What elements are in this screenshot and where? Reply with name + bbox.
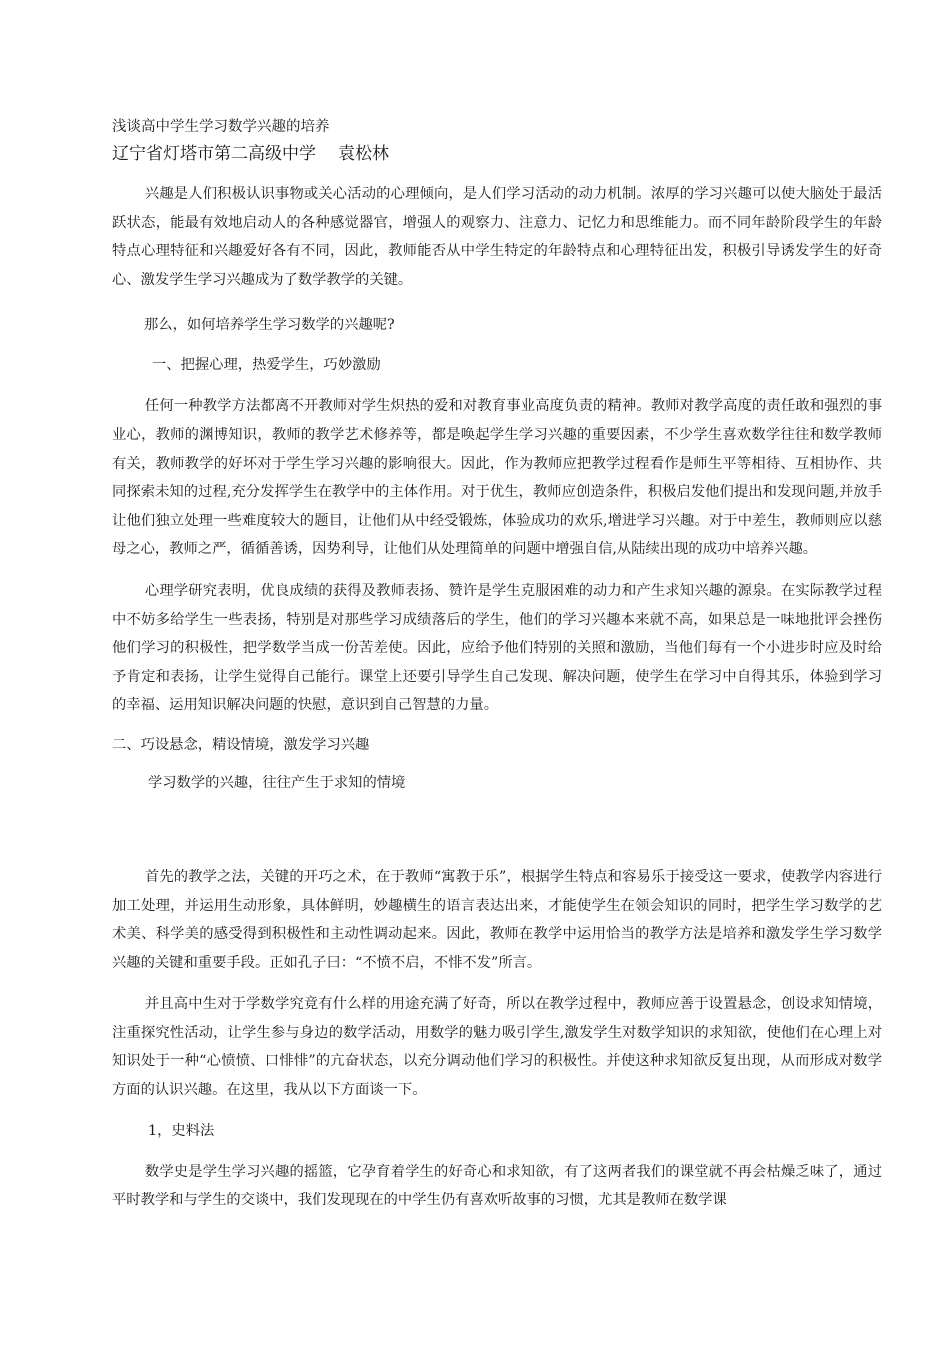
section-heading-2: 二、巧设悬念，精设情境，激发学习兴趣: [112, 736, 370, 753]
document-title: 浅谈高中学生学习数学兴趣的培养: [112, 119, 330, 135]
paragraph-section2-lead: 学习数学的兴趣，往往产生于求知的情境: [148, 774, 406, 791]
paragraph-question: 那么，如何培养学生学习数学的兴趣呢?: [144, 317, 395, 334]
paragraph-history-method: 数学史是学生学习兴趣的摇篮，它孕育着学生的好奇心和求知欲，有了这两者我们的课堂就不再会枯燥乏味了，通过平时教学和与学生的交谈中，我们发现现在的中学生仍有喜欢听故事的习惯，尤其是教师在数学课: [112, 1163, 882, 1209]
school-name: 辽宁省灯塔市第二高级中学: [112, 144, 316, 164]
paragraph-section2-a: 首先的教学之法，关键的开巧之术，在于教师“寓教于乐”，根据学生特点和容易乐于接受这一要求，使教学内容进行加工处理，并运用生动形象，具体鲜明，妙趣横生的语言表达出来，才能使学生在领会知识的同时，把学生学习数学的艺术美、科学美的感受得到积极性和主动性调动起来。因此，教师在教学中运用恰当的教学方法是培养和激发学生学习数学兴趣的关键和重要手段。正如孔子曰：“不愤不启，不悱不发”所言。: [112, 868, 882, 971]
subsection-heading-1: 1，史料法: [148, 1122, 215, 1139]
paragraph-section1-a: 任何一种教学方法都离不开教师对学生炽热的爱和对教育事业高度负责的精神。教师对教学高度的责任敢和强烈的事业心，教师的渊博知识，教师的教学艺术修养等，都是唤起学生学习兴趣的重要因素，不少学生喜欢数学往往和数学教师有关，教师教学的好坏对于学生学习兴趣的影响很大。因此，作为教师应把教学过程看作是师生平等相待、互相协作、共同探索未知的过程,充分发挥学生在教学中的主体作用。对于优生，教师应创造条件，积极启发他们提出和发现问题,并放手让他们独立处理一些难度较大的题目，让他们从中经受锻炼，体验成功的欢乐,增进学习兴趣。对于中差生，教师则应以慈母之心，教师之严，循循善诱，因势利导，让他们从处理简单的问题中增强自信,从陆续出现的成功中培养兴趣。: [112, 398, 882, 558]
document-page: [112, 117, 882, 1215]
author-name: 袁松林: [338, 144, 389, 164]
section-heading-1: 一、把握心理，热爱学生，巧妙激励: [152, 357, 381, 374]
paragraph-section1-b: 心理学研究表明，优良成绩的获得及教师表扬、赞许是学生克服困难的动力和产生求知兴趣的源泉。在实际教学过程中不妨多给学生一些表扬，特别是对那些学习成绩落后的学生，他们的学习兴趣本来就不高，如果总是一味地批评会挫伤他们学习的积极性，把学数学当成一份苦差使。因此，应给予他们特别的关照和激励，当他们每有一个小进步时应及时给予肯定和表扬，让学生觉得自己能行。课堂上还要引导学生自己发现、解决问题，使学生在学习中自得其乐，体验到学习的幸福、运用知识解决问题的快慰，意识到自己智慧的力量。: [112, 582, 882, 714]
paragraph-section2-b: 并且高中生对于学数学究竟有什么样的用途充满了好奇，所以在教学过程中，教师应善于设置悬念，创设求知情境，注重探究性活动，让学生参与身边的数学活动，用数学的魅力吸引学生,激发学生对数学知识的求知欲，使他们在心理上对知识处于一种“心愤愤、口悱悱”的亢奋状态，以充分调动他们学习的积极性。并使这种求知欲反复出现，从而形成对数学方面的认识兴趣。在这里，我从以下方面谈一下。: [112, 996, 882, 1099]
paragraph-intro: 兴趣是人们积极认识事物或关心活动的心理倾向，是人们学习活动的动力机制。浓厚的学习兴趣可以使大脑处于最活跃状态，能最有效地启动人的各种感觉器官，增强人的观察力、注意力、记忆力和思维能力。而不同年龄阶段学生的年龄特点心理特征和兴趣爱好各有不同，因此，教师能否从中学生特定的年龄特点和心理特征出发，积极引导诱发学生的好奇心、激发学生学习兴趣成为了数学教学的关键。: [112, 186, 882, 288]
byline: [112, 141, 882, 167]
